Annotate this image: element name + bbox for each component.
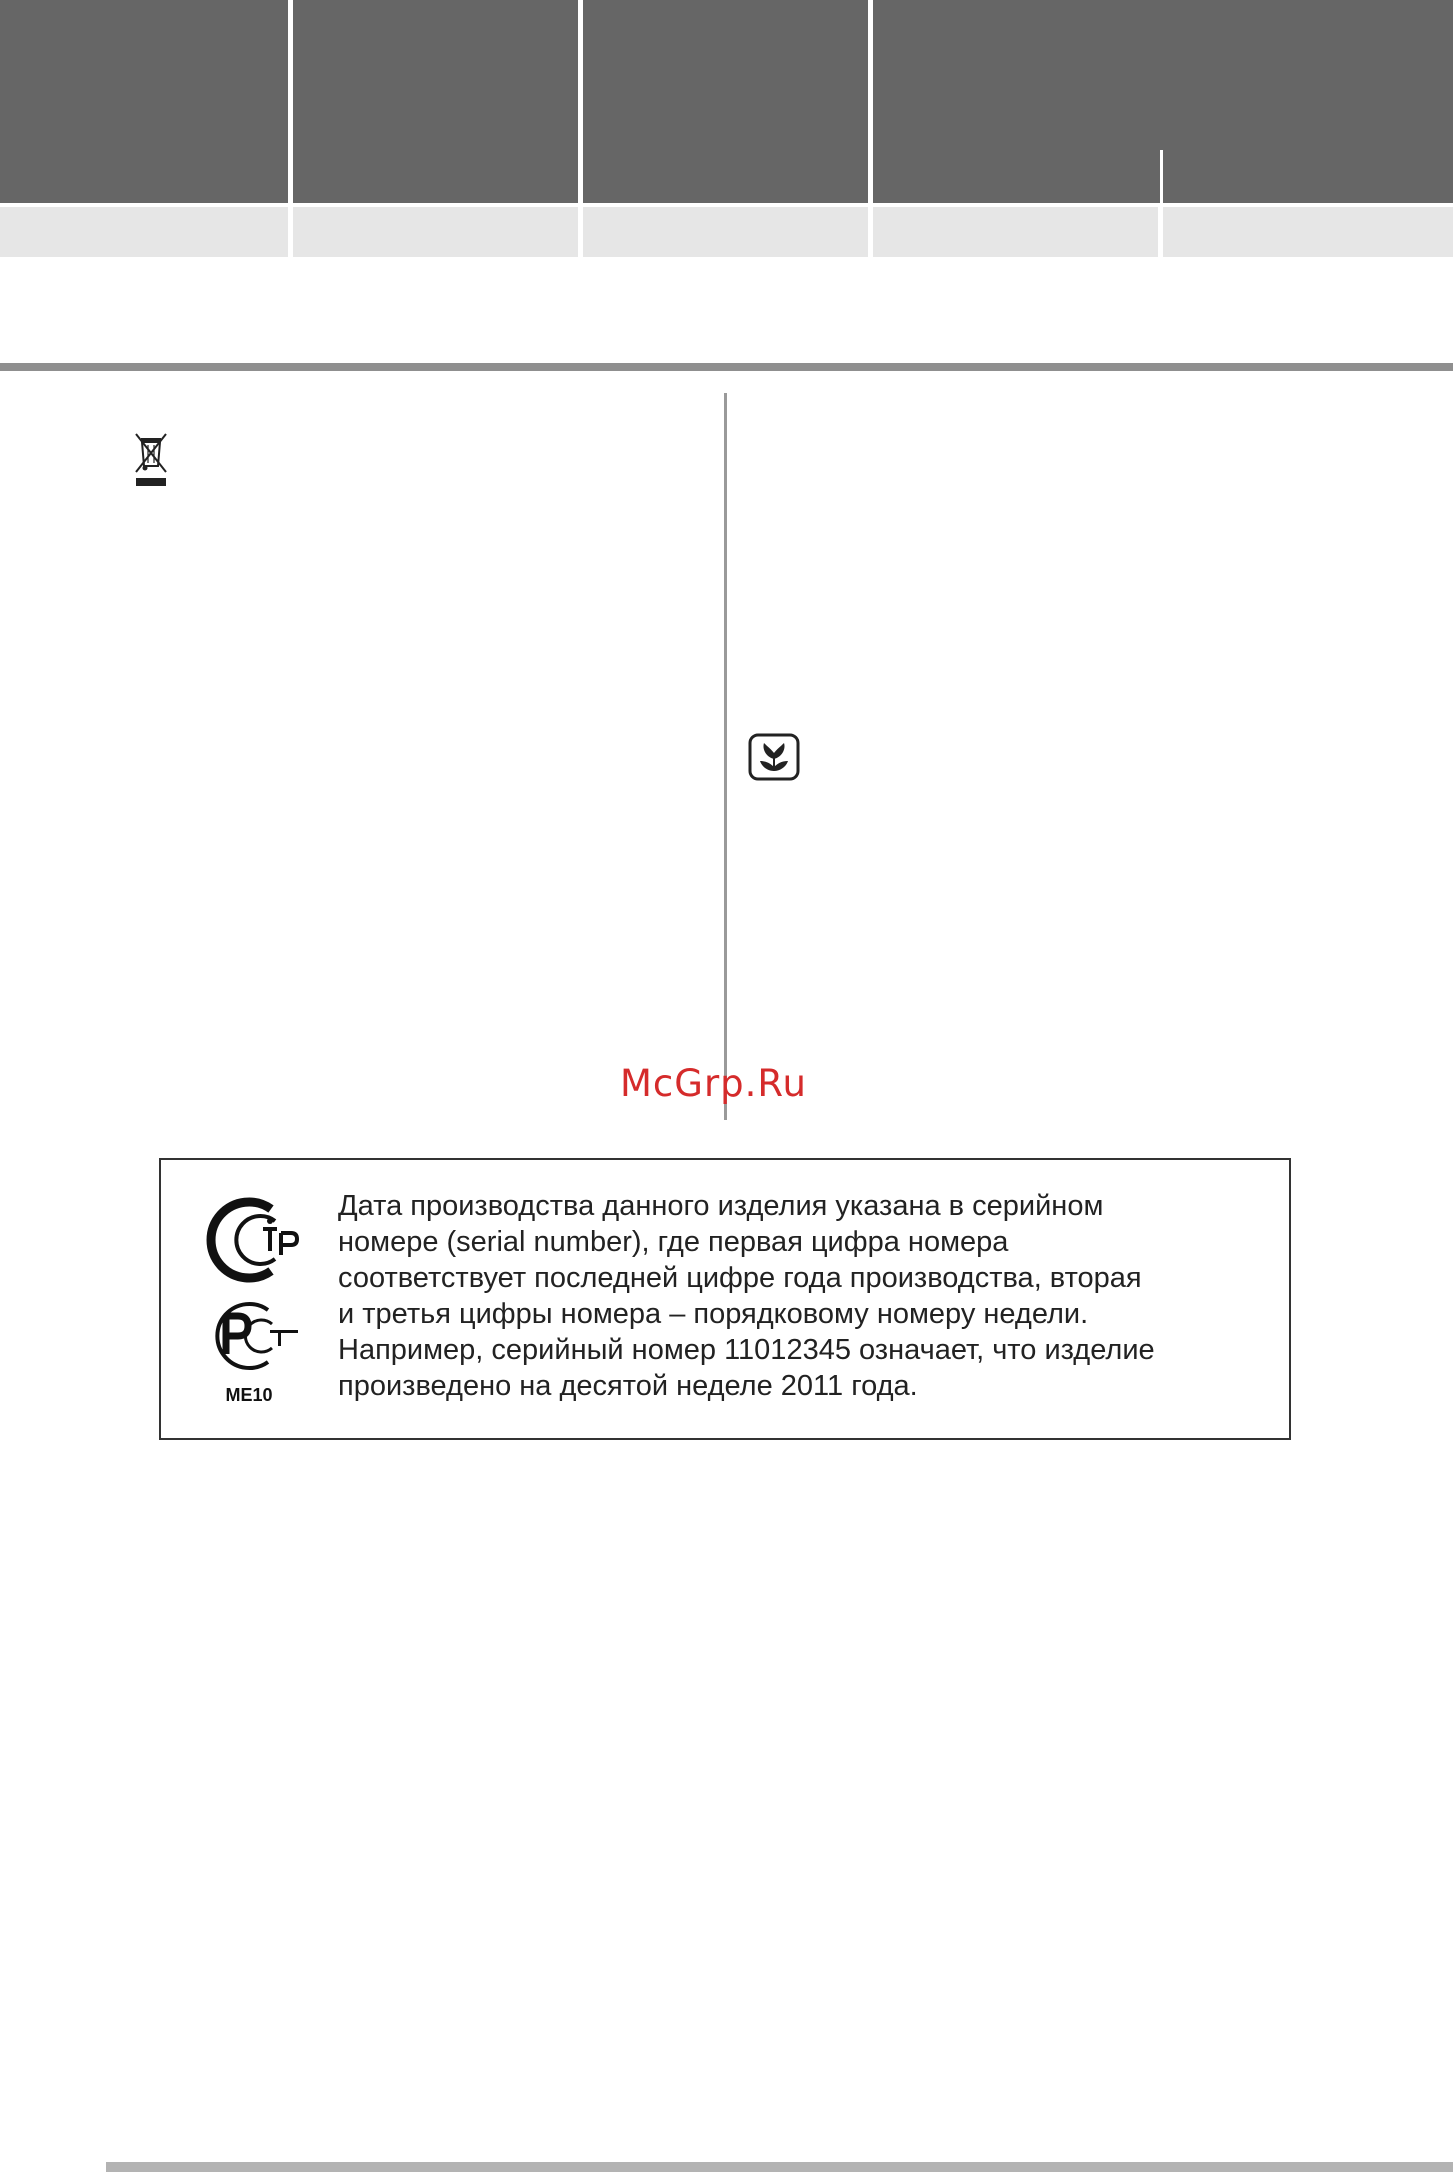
column-divider [724, 393, 727, 1120]
section-rule [0, 363, 1453, 371]
subheader-cell-2 [293, 207, 578, 257]
header-divider-notch [1160, 150, 1163, 203]
watermark: McGrp.Ru [620, 1062, 807, 1105]
subheader-cell-4 [873, 207, 1158, 257]
header-cell-3 [583, 0, 868, 203]
notice-text [338, 1188, 1268, 1404]
notice-line: номере (serial number), где первая цифра номера [338, 1226, 1009, 1258]
notice-line: Например, серийный номер 11012345 означает, что изделие [338, 1334, 1155, 1366]
notice-line: и третья цифры номера – порядковому номеру недели. [338, 1298, 1089, 1330]
footer-rule [106, 2162, 1453, 2172]
notice-line: соответствует последней цифре года производства, вторая [338, 1262, 1142, 1294]
subheader-cell-5 [1163, 207, 1453, 257]
notice-line: произведено на десятой неделе 2011 года. [338, 1370, 918, 1402]
production-date-notice [159, 1158, 1291, 1440]
eco-flower-icon [748, 733, 800, 781]
header-cell-4-5 [873, 0, 1453, 203]
rostest-certification-icon [206, 1300, 306, 1372]
header-cell-2 [293, 0, 578, 203]
certification-code: ME10 [225, 1385, 273, 1405]
subheader-cell-1 [0, 207, 288, 257]
header-cell-1 [0, 0, 288, 203]
crossed-out-wheelie-bin-icon [133, 432, 169, 488]
notice-line: Дата производства данного изделия указана в серийном [338, 1190, 1104, 1222]
gost-r-certification-icon [201, 1195, 305, 1285]
subheader-cell-3 [583, 207, 868, 257]
